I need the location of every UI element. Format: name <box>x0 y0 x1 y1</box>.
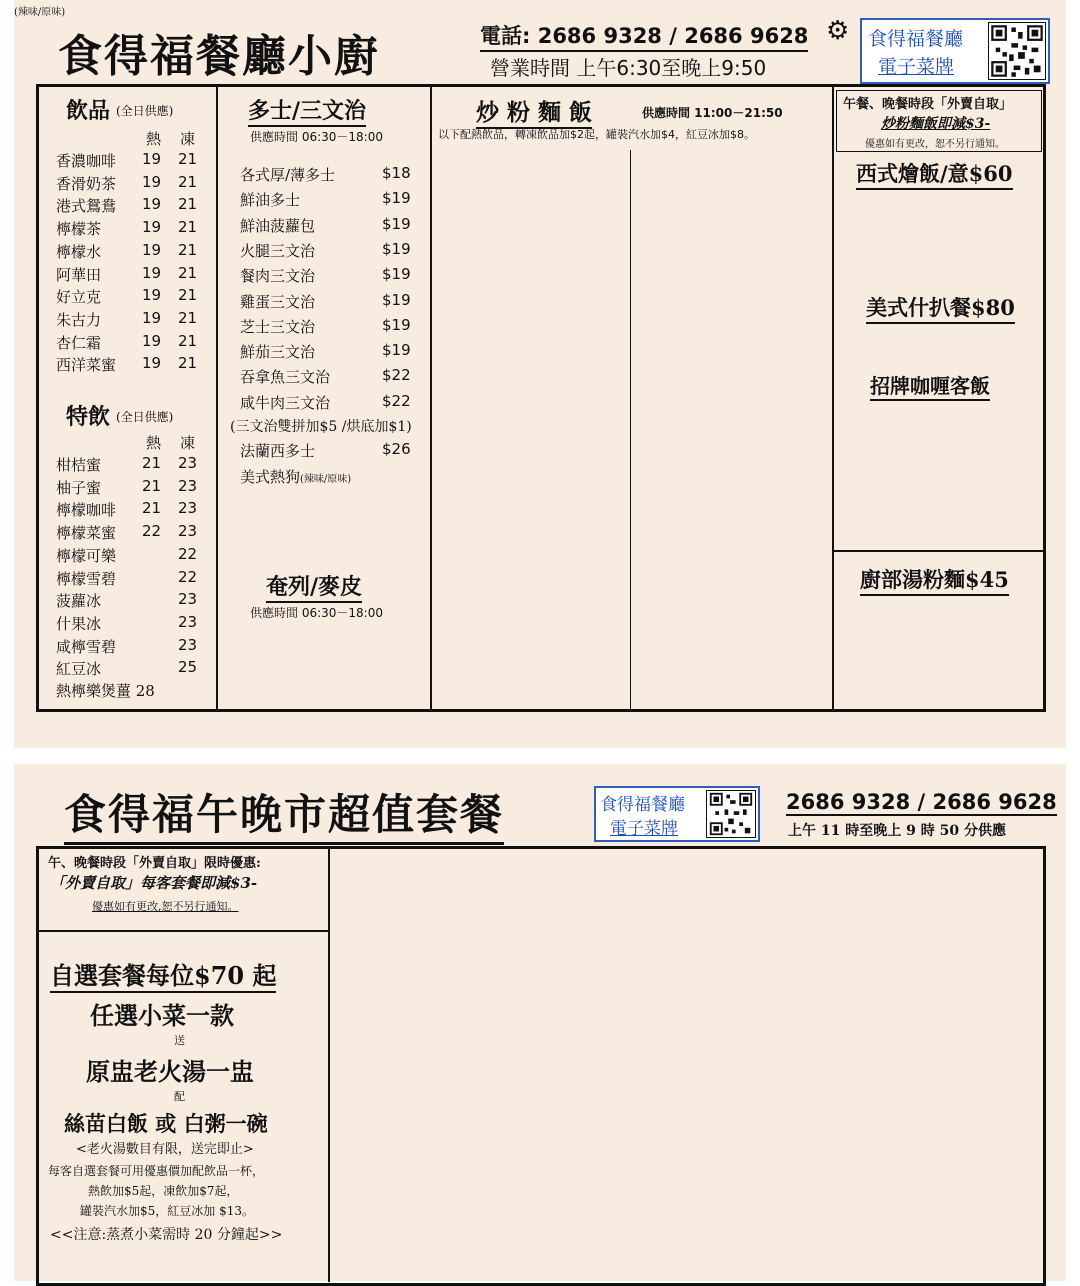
drink-name: 港式鴛鴦 <box>56 197 117 216</box>
set-note-drink: 每客自選套餐可用優惠價加配飲品一杯， <box>48 1164 265 1178</box>
drink-hot-price: 19 <box>142 218 162 237</box>
cold-header: 凍 <box>180 130 196 148</box>
curry-title: 招牌咖喱客飯 <box>870 370 990 401</box>
drink-name: 杏仁霜 <box>56 333 102 352</box>
set-joiner-2: 配 <box>174 1090 185 1103</box>
restaurant-title: 食得福餐廳小廚 <box>58 20 380 87</box>
drink-name: 檸檬雪碧 <box>56 569 117 588</box>
drink-cold-price: 22 <box>178 567 198 586</box>
special-drinks-note: (全日供應) <box>116 410 174 424</box>
menu-item-price: $19 <box>382 189 411 208</box>
drink-name: 檸檬咖啡 <box>56 501 117 520</box>
drink-hot-price: 19 <box>142 150 162 168</box>
drink-cold-price: 23 <box>178 499 198 518</box>
drink-hot-price: 21 <box>142 476 162 495</box>
set-line-rice: 絲苗白飯 或 白粥一碗 <box>64 1111 268 1136</box>
menu-item-name: 各式厚/薄多士 <box>240 166 336 184</box>
menu-item-name: 咸牛肉三文治 <box>240 393 331 412</box>
hot-header: 熱 <box>146 130 162 148</box>
set-qr-box[interactable] <box>594 786 760 842</box>
set-note-steam: <<注意:蒸煮小菜需時 20 分鐘起>> <box>50 1227 283 1243</box>
set-hours: 上午 11 時至晚上 9 時 50 分供應 <box>788 823 1006 839</box>
omelette-time: 供應時間 06:30－18:00 <box>250 606 383 620</box>
drink-hot-price: 19 <box>142 240 162 259</box>
qr-label-emenu: 電子菜牌 <box>878 56 955 78</box>
drink-cold-price: 21 <box>178 263 198 282</box>
western-title: 西式燴飯/意$60 <box>856 158 1013 190</box>
drink-name: 香滑奶茶 <box>56 174 117 193</box>
promo-line-1: 午餐、晚餐時段「外賣自取」 <box>843 97 1013 112</box>
fried-note: 以下配熱飲品，轉凍飲品加$2起，罐裝汽水加$4，紅豆冰加$8。 <box>438 128 755 141</box>
divider <box>834 550 1044 552</box>
menu-item-name: 鮮油多士 <box>240 191 301 210</box>
menu-item-name: 鮮油菠蘿包 <box>240 216 316 235</box>
menu-item-name: 鮮茄三文治 <box>240 343 316 362</box>
drink-name: 好立克 <box>56 288 102 307</box>
drink-name: 紅豆冰 <box>56 660 102 679</box>
soup-title: 廚部湯粉麵$45 <box>860 564 1009 596</box>
drink-cold-price: 21 <box>178 172 198 191</box>
divider <box>38 930 328 932</box>
drink-hot-price: 21 <box>142 454 162 472</box>
drink-cold-price: 25 <box>178 658 198 677</box>
drink-cold-price: 21 <box>178 240 198 259</box>
menu-item-price: $19 <box>382 214 411 233</box>
set-phone: 2686 9328 / 2686 9628 <box>786 790 1057 814</box>
drink-cold-price: 21 <box>178 286 198 305</box>
drink-name: 柑桔蜜 <box>56 456 102 474</box>
drink-name: 檸檬水 <box>56 242 102 261</box>
drink-cold-price: 22 <box>178 544 198 563</box>
set-joiner-1: 送 <box>174 1034 185 1047</box>
drink-cold-price: 23 <box>178 476 198 495</box>
menu-item-name: 吞拿魚三文治 <box>240 368 331 387</box>
set-note-soup: <老火湯數目有限，送完即止> <box>76 1142 254 1157</box>
drink-name: 西洋菜蜜 <box>56 356 117 375</box>
set-promo-line-1: 午、晚餐時段「外賣自取」限時優惠: <box>48 856 261 871</box>
menu-item-price: $19 <box>382 341 411 360</box>
drink-hot-price: 22 <box>142 522 162 541</box>
menu-item-price: $22 <box>382 366 411 385</box>
fried-time: 供應時間 11:00－21:50 <box>642 106 783 120</box>
drink-hot-price: 19 <box>142 354 162 373</box>
special-drink-last: 熱檸樂煲薑 28 <box>56 682 155 700</box>
drink-hot-price: 19 <box>142 172 162 191</box>
drink-cold-price: 21 <box>178 354 198 373</box>
set-note-soda: 罐裝汽水加$5，紅豆冰加 $13。 <box>80 1204 254 1218</box>
menu-item-price: $19 <box>382 290 411 309</box>
menu-item-price: $19 <box>382 239 411 258</box>
drink-name: 菠蘿冰 <box>56 592 102 611</box>
drink-cold-price: 21 <box>178 331 198 350</box>
menu-item-name: 雞蛋三文治 <box>240 292 316 311</box>
menu-sheet-set <box>14 764 1066 1281</box>
special-drinks-title: 特飲 <box>66 404 111 430</box>
set-line-dish: 任選小菜一款 <box>90 1001 234 1030</box>
menu-item-name: 火腿三文治 <box>240 241 316 260</box>
set-promo-box <box>40 850 326 924</box>
menu-item-price: $26 <box>382 440 411 458</box>
divider <box>328 848 330 1282</box>
drink-cold-price: 23 <box>178 522 198 541</box>
drink-name: 阿華田 <box>56 265 102 284</box>
drink-cold-price: 23 <box>178 590 198 609</box>
qr-code-icon[interactable] <box>706 790 756 838</box>
divider <box>430 86 432 710</box>
menu-sheet-main <box>14 0 1066 748</box>
drink-cold-price: 23 <box>178 454 198 472</box>
toast-title: 多士/三文治 <box>248 94 366 127</box>
qr-code-icon[interactable] <box>988 22 1046 80</box>
drink-hot-price: 21 <box>142 499 162 518</box>
drinks-note: (全日供應) <box>116 104 174 118</box>
drink-hot-price: 19 <box>142 308 162 327</box>
drinks-title: 飲品 <box>66 98 111 124</box>
gear-icon: ⚙ <box>826 16 850 46</box>
menu-item-name: 法蘭西多士 <box>240 442 316 460</box>
e-menu-qr-box[interactable] <box>860 18 1050 84</box>
drink-cold-price: 21 <box>178 218 198 237</box>
toast-note: (三文治雙拼加$5 /烘底加$1) <box>230 419 412 435</box>
menu-item-name: 美式熱狗(辣味/原味) <box>240 467 352 486</box>
drink-name: 什果冰 <box>56 614 102 633</box>
drink-hot-price: 19 <box>142 286 162 305</box>
set-qr-label-restaurant: 食得福餐廳 <box>600 795 685 815</box>
special-hot-header: 熱 <box>146 434 162 452</box>
drink-name: 柚子蜜 <box>56 478 102 497</box>
set-line-soup: 原盅老火湯一盅 <box>86 1057 254 1086</box>
menu-item-price: $22 <box>382 391 411 410</box>
omelette-title: 奄列/麥皮 <box>266 570 362 603</box>
drink-name: 香濃咖啡 <box>56 152 117 170</box>
drink-name: 檸檬茶 <box>56 220 102 239</box>
menu-item-note: (辣味/原味) <box>14 7 66 18</box>
menu-item-name: 芝士三文治 <box>240 317 316 336</box>
menu-item-name: 餐肉三文治 <box>240 267 316 286</box>
phone-number: 電話: 2686 9328 / 2686 9628 <box>480 20 808 52</box>
promo-line-3: 優惠如有更改，恕不另行通知。 <box>865 139 1005 150</box>
divider <box>832 86 834 710</box>
set-price-title: 自選套餐每位$70 起 <box>50 956 276 993</box>
takeaway-promo-box <box>836 90 1042 152</box>
special-cold-header: 凍 <box>180 434 196 452</box>
drink-cold-price: 23 <box>178 635 198 654</box>
menu-item-price: $19 <box>382 315 411 334</box>
set-promo-line-3: 優惠如有更改,恕不另行通知。 <box>92 900 239 913</box>
drink-hot-price: 19 <box>142 331 162 350</box>
drink-cold-price: 21 <box>178 195 198 214</box>
promo-line-2: 炒粉麵飯即減$3- <box>881 116 991 132</box>
menu-item-note: (辣味/原味) <box>300 473 352 485</box>
drink-cold-price: 21 <box>178 150 198 168</box>
drink-name: 朱古力 <box>56 310 102 329</box>
menu-item-price: $18 <box>382 164 411 182</box>
set-menu-title: 食得福午晚市超值套餐 <box>64 782 504 845</box>
qr-label-restaurant: 食得福餐廳 <box>868 28 964 50</box>
drink-cold-price: 23 <box>178 612 198 631</box>
drink-name: 檸檬可樂 <box>56 546 117 565</box>
set-note-hot-cold: 熱飲加$5起，凍飲加$7起， <box>88 1184 239 1198</box>
drink-hot-price: 19 <box>142 195 162 214</box>
opening-hours: 營業時間 上午6:30至晚上9:50 <box>490 56 767 80</box>
divider <box>630 150 631 710</box>
toast-time: 供應時間 06:30－18:00 <box>250 130 383 144</box>
divider <box>216 86 218 710</box>
set-promo-line-2: 「外賣自取」每客套餐即減$3- <box>50 874 258 892</box>
drink-cold-price: 21 <box>178 308 198 327</box>
american-title: 美式什扒餐$80 <box>866 292 1015 324</box>
drink-hot-price: 19 <box>142 263 162 282</box>
drink-name: 咸檸雪碧 <box>56 637 117 656</box>
set-qr-label-emenu: 電子菜牌 <box>610 819 678 839</box>
drink-name: 檸檬菜蜜 <box>56 524 117 543</box>
fried-title: 炒 粉 麵 飯 <box>476 94 592 129</box>
menu-item-price: $19 <box>382 265 411 284</box>
